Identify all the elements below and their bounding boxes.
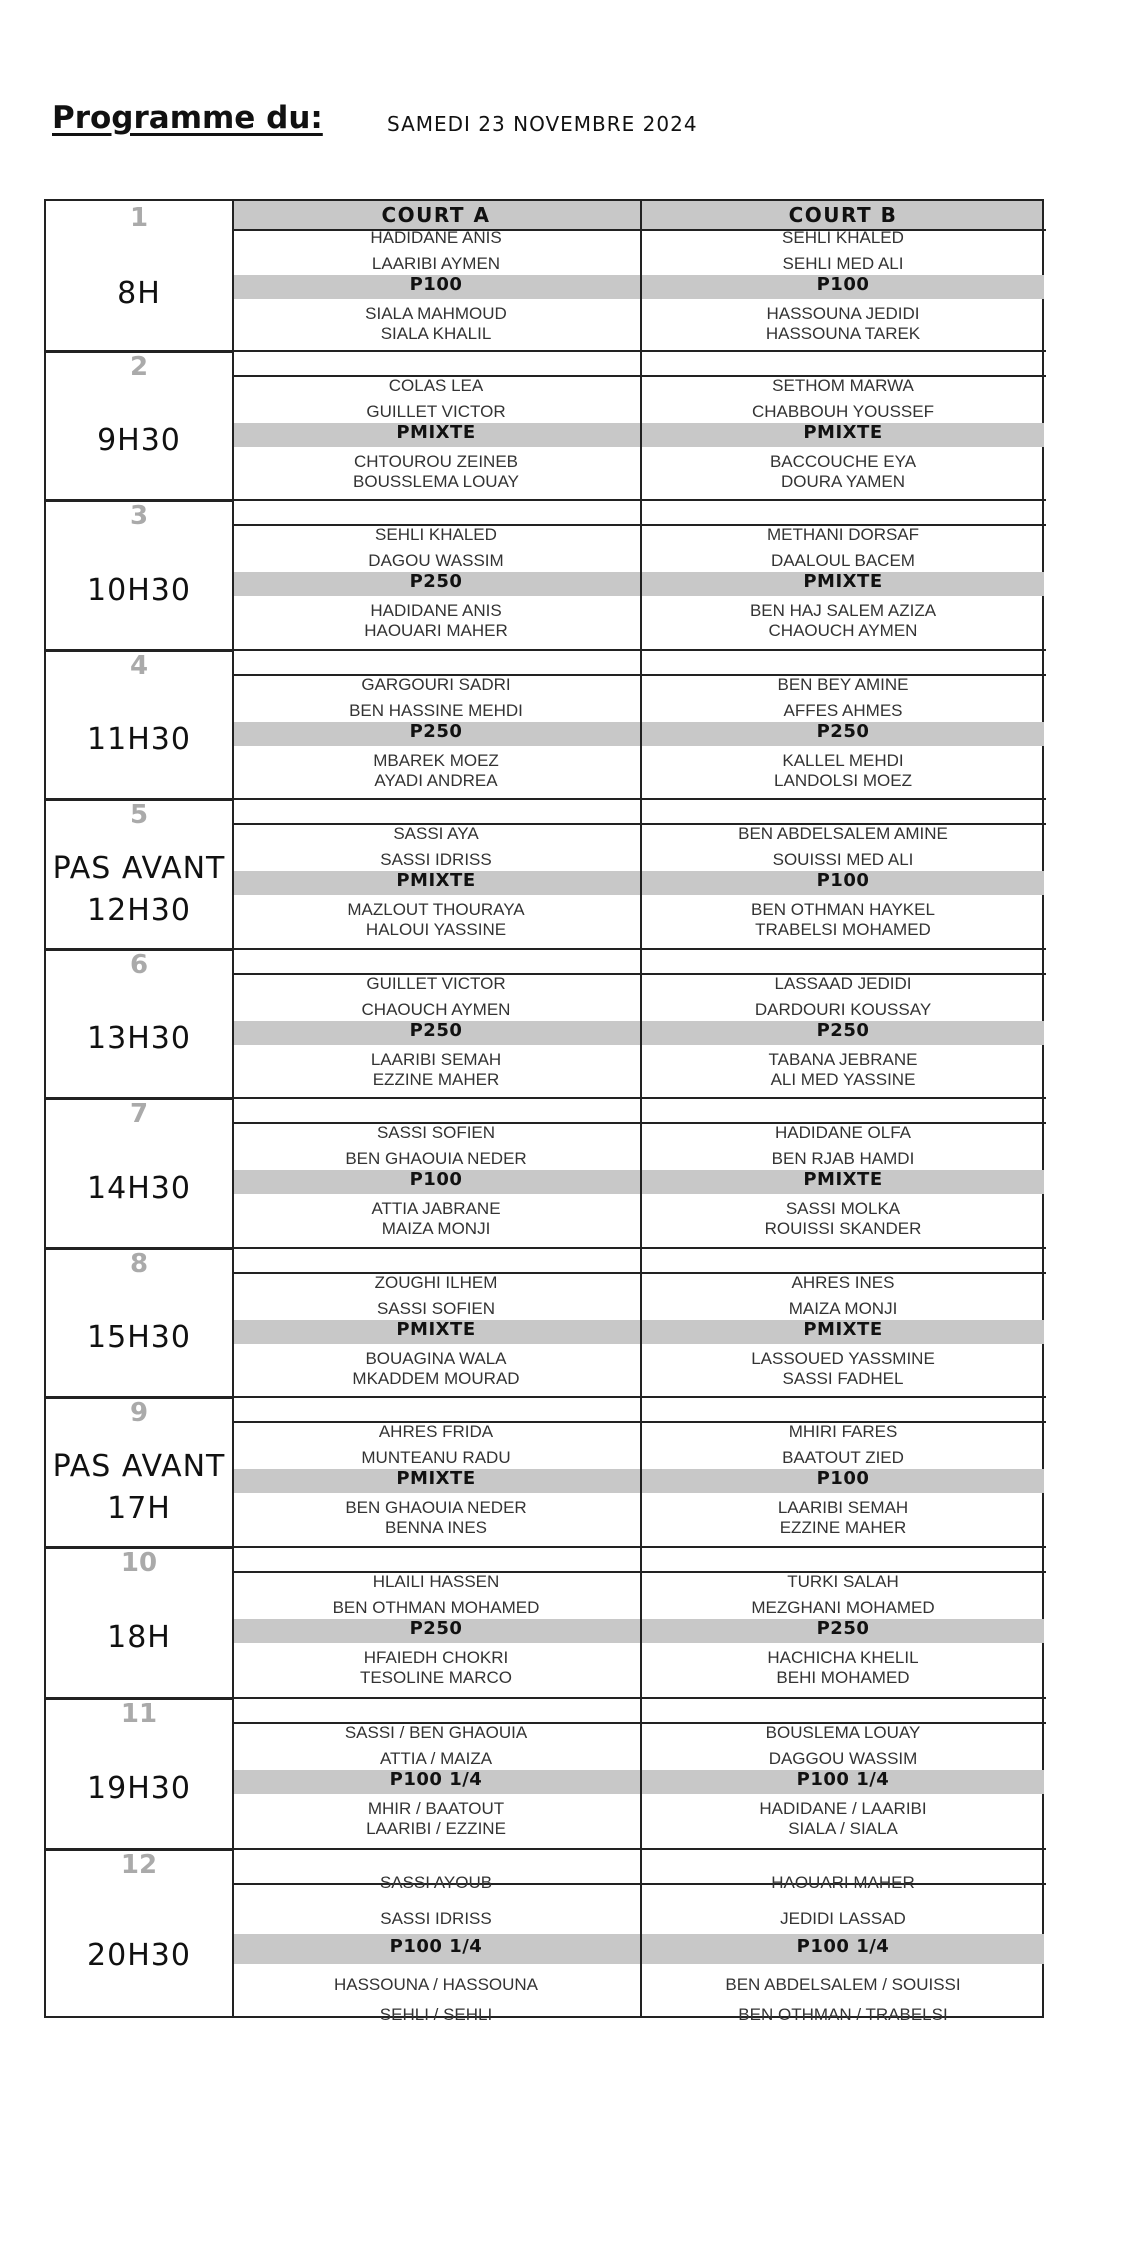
player-name: LANDOLSI MOEZ: [774, 771, 912, 790]
player-name: CHTOUROU ZEINEB: [353, 452, 519, 471]
category-label: P250: [409, 721, 463, 742]
player-name: METHANI DORSAF: [766, 525, 920, 544]
category-label: P250: [816, 721, 870, 742]
player-name: MAZLOUT THOURAYA: [347, 900, 525, 919]
player-name: EZZINE MAHER: [779, 1518, 907, 1537]
row-separator: [232, 1396, 1046, 1398]
row-separator: [232, 350, 1046, 352]
player-name: ZOUGHI ILHEM: [374, 1273, 498, 1292]
player-name: HFAIEDH CHOKRI: [363, 1648, 509, 1667]
category-label: P100: [816, 1468, 870, 1489]
schedule-table: [44, 199, 1044, 2024]
player-name: JEDIDI LASSAD: [780, 1909, 906, 1928]
column-divider: [640, 201, 642, 2016]
player-name: MKADDEM MOURAD: [352, 1369, 520, 1388]
category-label: P100: [816, 870, 870, 891]
category-label: PMIXTE: [396, 422, 476, 443]
player-name: BEN HAJ SALEM AZIZA: [749, 601, 937, 620]
player-name: BEHI MOHAMED: [776, 1668, 910, 1687]
category-label: PMIXTE: [803, 422, 883, 443]
player-name: DAGOU WASSIM: [368, 551, 504, 570]
player-name: MUNTEANU RADU: [361, 1448, 511, 1467]
player-name: SETHOM MARWA: [772, 376, 914, 395]
player-name: SEHLI KHALED: [782, 228, 904, 247]
player-name: LAARIBI / EZZINE: [366, 1819, 506, 1838]
category-label: PMIXTE: [803, 571, 883, 592]
player-name: AFFES AHMES: [783, 701, 903, 720]
slot-time: 19H30: [87, 1771, 191, 1806]
player-name: SIALA / SIALA: [788, 1819, 898, 1838]
player-name: SIALA MAHMOUD: [365, 304, 507, 323]
player-name: MBAREK MOEZ: [373, 751, 499, 770]
player-name: SASSI SOFIEN: [376, 1299, 496, 1318]
slot-time: 11H30: [87, 722, 191, 757]
slot-time: 18H: [107, 1620, 171, 1655]
slot-number: 3: [129, 501, 149, 531]
row-separator: [232, 1247, 1046, 1249]
row-separator: [232, 499, 1046, 501]
row-separator: [232, 798, 1046, 800]
player-name: HADIDANE ANIS: [370, 601, 502, 620]
player-name: BEN BEY AMINE: [777, 675, 909, 694]
category-label: P100 1/4: [389, 1769, 483, 1790]
column-divider: [232, 201, 234, 2016]
slot-number: 12: [120, 1850, 158, 1880]
player-name: MHIR / BAATOUT: [367, 1799, 505, 1818]
player-name: BEN ABDELSALEM AMINE: [738, 824, 948, 843]
slot-number: 4: [129, 651, 149, 681]
category-label: P100 1/4: [389, 1936, 483, 1957]
court-b-header: COURT B: [788, 203, 898, 227]
row-separator: [232, 649, 1046, 651]
player-name: SASSI SOFIEN: [376, 1123, 496, 1142]
slot-time: 20H30: [87, 1937, 191, 1973]
player-name: TABANA JEBRANE: [768, 1050, 918, 1069]
player-name: LAARIBI AYMEN: [371, 254, 501, 273]
slot-number: 11: [120, 1699, 158, 1729]
category-label: PMIXTE: [396, 870, 476, 891]
player-name: HADIDANE OLFA: [774, 1123, 912, 1142]
player-name: MAIZA MONJI: [788, 1299, 898, 1318]
player-name: SIALA KHALIL: [380, 324, 492, 343]
player-name: TESOLINE MARCO: [359, 1668, 513, 1687]
player-name: LASSAAD JEDIDI: [774, 974, 912, 993]
player-name: SEHLI MED ALI: [782, 254, 904, 273]
category-label: P100: [816, 274, 870, 295]
slot-time: 15H30: [87, 1320, 191, 1355]
row-separator: [232, 1697, 1046, 1699]
slot-number: 5: [129, 800, 149, 830]
slot-time: 8H: [117, 275, 161, 311]
category-label: P100 1/4: [796, 1936, 890, 1957]
player-name: AHRES INES: [791, 1273, 895, 1292]
slot-number: 6: [129, 950, 149, 980]
player-name: SEHLI / SEHLI: [379, 2005, 493, 2024]
player-name: DAGGOU WASSIM: [768, 1749, 918, 1768]
player-name: SASSI IDRISS: [380, 1909, 492, 1928]
player-name: ATTIA / MAIZA: [379, 1749, 493, 1768]
slot-time: 14H30: [87, 1170, 191, 1206]
player-name: TRABELSI MOHAMED: [755, 920, 931, 939]
player-name: BEN OTHMAN / TRABELSI: [738, 2005, 948, 2024]
schedule-date: SAMEDI 23 NOVEMBRE 2024: [387, 112, 698, 136]
player-name: LAARIBI SEMAH: [370, 1050, 502, 1069]
slot-number: 10: [120, 1548, 158, 1578]
slot-time: 9H30: [97, 423, 181, 458]
category-label: P100: [409, 274, 463, 295]
slot-time: 10H30: [87, 572, 191, 608]
row-separator: [232, 948, 1046, 950]
category-label: PMIXTE: [396, 1319, 476, 1340]
player-name: BEN RJAB HAMDI: [771, 1149, 915, 1168]
category-label: P100 1/4: [796, 1769, 890, 1790]
slot-number: 1: [129, 203, 149, 233]
category-label: P250: [816, 1618, 870, 1639]
player-name: BEN GHAOUIA NEDER: [345, 1149, 527, 1168]
player-name: AYADI ANDREA: [374, 771, 498, 790]
player-name: BEN ABDELSALEM / SOUISSI: [725, 1975, 961, 1994]
player-name: BAATOUT ZIED: [782, 1448, 904, 1467]
player-name: GUILLET VICTOR: [366, 974, 506, 993]
player-name: HADIDANE ANIS: [370, 228, 502, 247]
player-name: CHAOUCH AYMEN: [768, 621, 918, 640]
player-name: HADIDANE / LAARIBI: [759, 1799, 927, 1818]
player-name: SASSI / BEN GHAOUIA: [344, 1723, 528, 1742]
player-name: HASSOUNA TAREK: [765, 324, 921, 343]
player-name: MEZGHANI MOHAMED: [751, 1598, 935, 1617]
player-name: LAARIBI SEMAH: [777, 1498, 909, 1517]
row-separator: [232, 1546, 1046, 1548]
row-separator: [232, 1848, 1046, 1850]
player-name: GUILLET VICTOR: [366, 402, 506, 421]
player-name: BEN GHAOUIA NEDER: [345, 1498, 527, 1517]
player-name: HAOUARI MAHER: [771, 1873, 915, 1892]
slot-number: 7: [129, 1099, 149, 1129]
slot-number: 8: [129, 1249, 149, 1279]
player-name: MAIZA MONJI: [381, 1219, 491, 1238]
category-label: P250: [409, 571, 463, 592]
category-label: P250: [409, 1020, 463, 1041]
player-name: SASSI MOLKA: [785, 1199, 901, 1218]
player-name: HAOUARI MAHER: [364, 621, 508, 640]
player-name: BOUSLEMA LOUAY: [765, 1723, 921, 1742]
player-name: SASSI AYOUB: [379, 1873, 493, 1892]
player-name: GARGOURI SADRI: [361, 675, 511, 694]
category-label: PMIXTE: [803, 1169, 883, 1190]
player-name: HALOUI YASSINE: [365, 920, 507, 939]
player-name: SOUISSI MED ALI: [772, 850, 914, 869]
player-name: MHIRI FARES: [788, 1422, 898, 1441]
player-name: ALI MED YASSINE: [770, 1070, 916, 1089]
player-name: CHAOUCH AYMEN: [361, 1000, 511, 1019]
player-name: SEHLI KHALED: [375, 525, 497, 544]
player-name: SASSI AYA: [393, 824, 479, 843]
player-name: AHRES FRIDA: [378, 1422, 494, 1441]
player-name: BEN OTHMAN HAYKEL: [751, 900, 935, 919]
player-name: BEN HASSINE MEHDI: [349, 701, 523, 720]
player-name: DOURA YAMEN: [780, 472, 906, 491]
player-name: KALLEL MEHDI: [782, 751, 904, 770]
player-name: COLAS LEA: [388, 376, 484, 395]
slot-number: 2: [129, 352, 149, 382]
category-label: P100: [409, 1169, 463, 1190]
player-name: BOUAGINA WALA: [365, 1349, 507, 1368]
player-name: SASSI IDRISS: [380, 850, 492, 869]
player-name: BENNA INES: [384, 1518, 488, 1537]
slot-number: 9: [129, 1398, 149, 1428]
category-label: P250: [816, 1020, 870, 1041]
court-a-header: COURT A: [381, 203, 491, 227]
player-name: EZZINE MAHER: [372, 1070, 500, 1089]
row-separator: [232, 1097, 1046, 1099]
page-title: Programme du:: [52, 100, 323, 136]
player-name: HACHICHA KHELIL: [767, 1648, 919, 1667]
slot-time: 13H30: [87, 1021, 191, 1056]
player-name: DARDOURI KOUSSAY: [754, 1000, 932, 1019]
player-name: DAALOUL BACEM: [771, 551, 915, 570]
player-name: BOUSSLEMA LOUAY: [353, 472, 519, 491]
player-name: CHABBOUH YOUSSEF: [751, 402, 934, 421]
player-name: HASSOUNA JEDIDI: [766, 304, 920, 323]
category-label: PMIXTE: [396, 1468, 476, 1489]
category-label: PMIXTE: [803, 1319, 883, 1340]
category-label: P250: [409, 1618, 463, 1639]
player-name: TURKI SALAH: [787, 1572, 899, 1591]
player-name: ATTIA JABRANE: [371, 1199, 501, 1218]
player-name: SASSI FADHEL: [782, 1369, 904, 1388]
slot-time: PAS AVANT 17H: [52, 1448, 226, 1526]
player-name: BEN OTHMAN MOHAMED: [332, 1598, 540, 1617]
player-name: ROUISSI SKANDER: [764, 1219, 922, 1238]
slot-time: PAS AVANT 12H30: [52, 850, 226, 928]
player-name: HASSOUNA / HASSOUNA: [333, 1975, 539, 1994]
player-name: HLAILI HASSEN: [372, 1572, 500, 1591]
player-name: LASSOUED YASSMINE: [751, 1349, 935, 1368]
player-name: BACCOUCHE EYA: [769, 452, 917, 471]
